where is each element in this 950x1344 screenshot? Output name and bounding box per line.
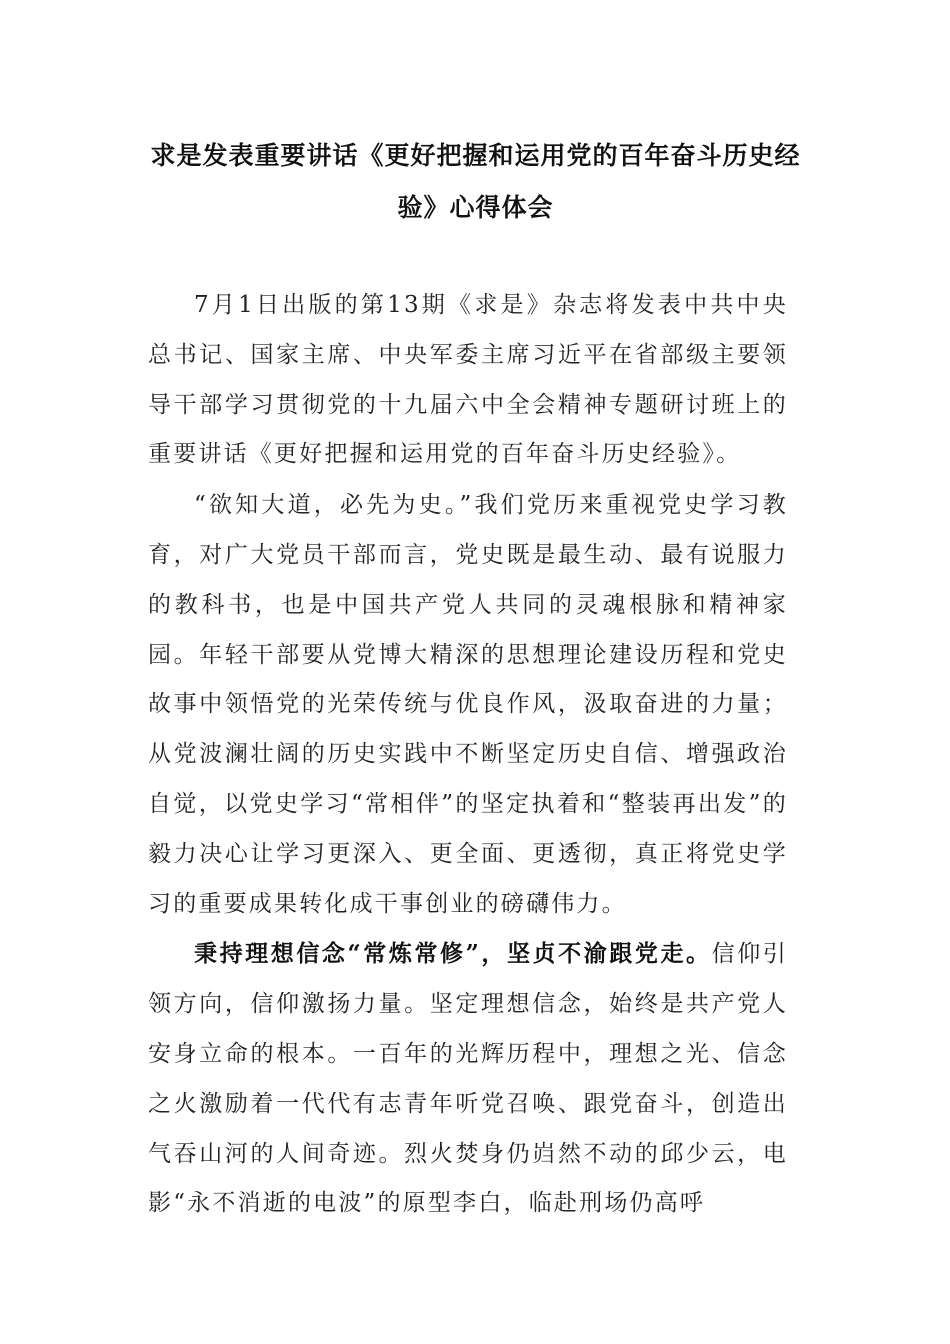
paragraph-lead: 秉持理想信念“常炼常修”，坚贞不渝跟党走。 [194, 940, 712, 968]
paragraph-text: “欲知大道，必先为史。”我们党历来重视党史学习教育，对广大党员干部而言，党史既是最生动、最有说服力的教科书，也是中国共产党人共同的灵魂根脉和精神家园。年轻干部要从党博大精深的思想理论建设历程和党史故事中领悟党的光荣传统与优良作风，汲取奋进的力量；从党波澜壮阔的历史实践中不断坚定历史自信、增强政治自觉，以党史学习“常相伴”的坚定执着和“整装再出发”的毅力决心让学习更深入、更全面、更透彻，真正将党史学习的重要成果转化成干事创业的磅礴伟力。 [148, 492, 788, 917]
paragraph-text: 7月1日出版的第13期《求是》杂志将发表中共中央总书记、国家主席、中央军委主席习近平在省部级主要领导干部学习贯彻党的十九届六中全会精神专题研讨班上的重要讲话《更好把握和运用党的百年奋斗历史经验》。 [148, 292, 788, 468]
paragraph-history [148, 480, 788, 929]
document-body [148, 280, 788, 1229]
paragraph-ideals [148, 929, 788, 1229]
paragraph-intro [148, 280, 788, 480]
document-title: 求是发表重要讲话《更好把握和运用党的百年奋斗历史经验》心得体会 [150, 141, 801, 222]
paragraph-text: 信仰引领方向，信仰激扬力量。坚定理想信念，始终是共产党人安身立命的根本。一百年的光辉历程中，理想之光、信念之火激励着一代代有志青年听党召唤、跟党奋斗，创造出气吞山河的人间奇迹。烈火焚身仍岿然不动的邱少云，电影“永不消逝的电波”的原型李白，临赴刑场仍高呼 [148, 941, 788, 1217]
